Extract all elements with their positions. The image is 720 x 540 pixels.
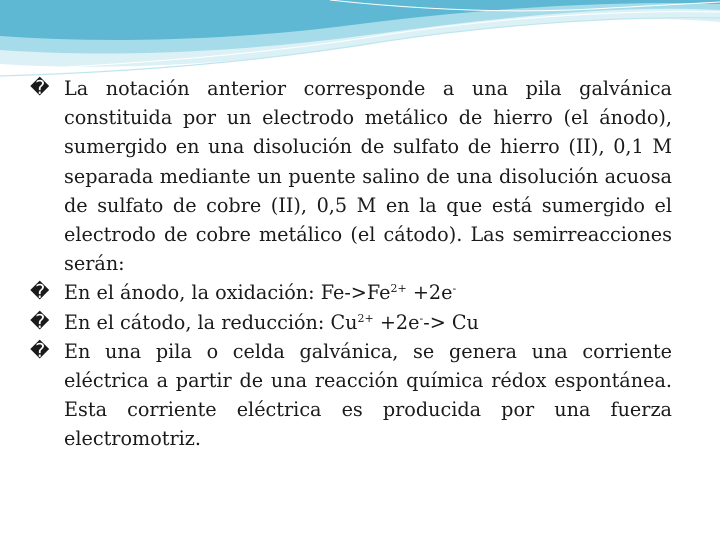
- bullet-glyph: �: [30, 281, 50, 304]
- paragraph-galvanic-current: [30, 337, 672, 454]
- paragraph-text: La notación anterior corresponde a una pila galvánica constituida por un electrodo metálico de hierro (el ánodo), sumergido en una disolución de sulfato de hierro (II), 0,1 M separada mediante un puente salino de una disolución acuosa de sulfato de cobre (II), 0,5 M en la que está sumergido el electrodo de cobre metálico (el cátodo). Las semirreacciones serán:: [64, 77, 672, 276]
- anode-electrons-text: +2e: [406, 281, 453, 305]
- paragraph-galvanic-cell-description: [30, 74, 672, 278]
- paragraph-text: En una pila o celda galvánica, se genera una corriente eléctrica a partir de una reacción química rédox espontánea. Esta corriente eléctrica es producida por una fuerza electromotriz.: [64, 339, 672, 451]
- charge-superscript: 2+: [390, 282, 407, 296]
- bullet-glyph: �: [30, 339, 50, 362]
- anode-text: En el ánodo, la oxidación: Fe->Fe: [64, 281, 391, 305]
- cathode-text: En el cátodo, la reducción: Cu: [64, 310, 358, 334]
- paragraph-anode-oxidation: [30, 278, 672, 307]
- slide-body: [30, 74, 672, 454]
- charge-superscript: 2+: [357, 311, 374, 325]
- cathode-product-text: -> Cu: [423, 310, 479, 334]
- bullet-glyph: �: [30, 310, 50, 333]
- charge-superscript: -: [452, 282, 457, 296]
- bullet-glyph: �: [30, 77, 50, 99]
- paragraph-cathode-reduction: [30, 308, 672, 337]
- charge-superscript: -: [419, 311, 424, 325]
- cathode-electrons-text: +2e: [373, 310, 420, 334]
